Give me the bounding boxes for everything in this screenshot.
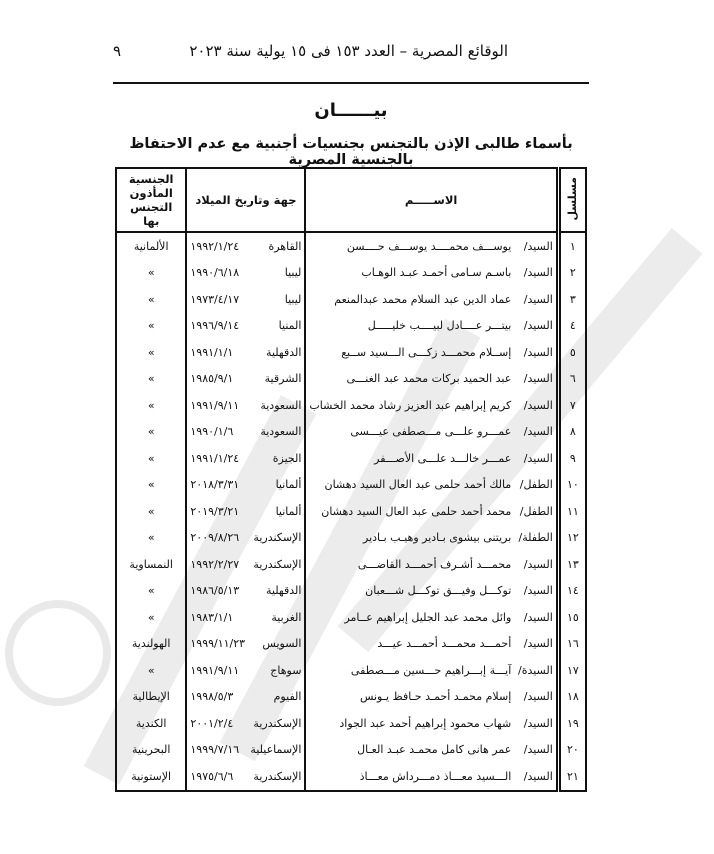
serial: ١٩ [558,710,586,737]
nationality: » [116,260,186,287]
nationality: » [116,498,186,525]
name-cell [305,551,558,578]
name-cell [305,604,558,631]
title-prefix: الطفلة/ [518,531,553,545]
birth-date: ١٩٩١/١/١ [190,345,234,359]
col-name: الاســـــم [305,168,558,232]
page-number: ٩ [113,42,122,60]
table-row [116,260,586,287]
birth-place: الغربية [271,610,302,624]
name-cell [305,578,558,605]
birth-place: السعودية [260,398,302,412]
table-row [116,445,586,472]
birth-cell [186,286,305,313]
nationality: البحرينية [116,737,186,764]
person-name: إسلام محمـد أحمـد حـافظ يـونس [359,690,512,704]
table-row [116,631,586,658]
birth-place: ألمانيا [275,478,302,492]
birth-place: ليبيا [284,292,302,306]
birth-date: ١٩٧٣/٤/١٧ [190,292,240,306]
birth-cell [186,763,305,791]
birth-cell [186,313,305,340]
name-cell [305,445,558,472]
table-row [116,525,586,552]
birth-date: ١٩٨٣/١/١ [190,610,234,624]
birth-date: ١٩٩٨/٥/٣ [190,690,234,704]
person-name: إســلام محمـــد زكـــى الـــسيد ســبع [341,345,512,359]
person-name: توكـــل وفيـــق توكـــل شـــعبان [365,584,512,598]
title-prefix: السيد/ [523,451,553,465]
table-row [116,419,586,446]
birth-cell [186,604,305,631]
name-cell [305,631,558,658]
birth-cell [186,525,305,552]
serial: ٢ [558,260,586,287]
serial: ٨ [558,419,586,446]
nationality: » [116,525,186,552]
birth-date: ٢٠١٩/٣/٢١ [190,504,240,518]
title-prefix: السيد/ [523,319,553,333]
person-name: آيـــة إبـــراهيم حـــسين مـــصطفى [350,663,512,677]
birth-cell [186,737,305,764]
birth-cell [186,551,305,578]
person-name: عمـــر خالـــد علـــى الأصـــفر [374,451,512,465]
table-row [116,684,586,711]
name-cell [305,366,558,393]
birth-date: ١٩٨٦/٥/١٣ [190,584,240,598]
document-subtitle: بأسماء طالبى الإذن بالتجنس بجنسيات أجنبية مع عدم الاحتفاظ بالجنسية المصرية [129,136,573,168]
birth-cell [186,578,305,605]
name-cell [305,498,558,525]
nationality: » [116,419,186,446]
birth-date: ١٩٩٠/١/٦ [190,425,234,439]
nationality: » [116,445,186,472]
name-cell [305,472,558,499]
name-cell [305,232,558,260]
person-name: عماد الدين عبد السلام محمد عبدالمنعم [334,292,512,306]
birth-date: ١٩٩٠/٦/١٨ [190,266,240,280]
serial: ٧ [558,392,586,419]
nationality: » [116,366,186,393]
title-prefix: الطفل/ [519,478,553,492]
person-name: عمـــرو علـــى مـــصطفى عيـــسى [350,425,512,439]
birth-date: ١٩٩٢/٢/٢٧ [190,557,240,571]
title-prefix: السيد/ [523,398,553,412]
birth-cell [186,710,305,737]
table-row [116,657,586,684]
title-prefix: السيد/ [523,425,553,439]
birth-cell [186,657,305,684]
header-rule [113,82,589,84]
birth-date: ١٩٧٥/٦/٦ [190,769,234,783]
birth-date: ١٩٩٩/٧/١٦ [190,743,240,757]
person-name: بيتـــر عــــادل لبيــــب خليـــــل [367,319,512,333]
serial: ١٣ [558,551,586,578]
table-row [116,578,586,605]
birth-cell [186,260,305,287]
birth-date: ٢٠٠١/٢/٤ [190,716,234,730]
birth-place: ألمانيا [275,504,302,518]
serial: ٢٠ [558,737,586,764]
table-row [116,366,586,393]
table-row [116,392,586,419]
nationality: الإيطالية [116,684,186,711]
birth-place: الجيزة [272,451,302,465]
birth-date: ١٩٩٩/١١/٢٣ [190,637,246,651]
person-name: مالك أحمد حلمى عبد العال السيد دهشان [324,478,512,492]
nationality: » [116,578,186,605]
birth-place: سوهاج [270,663,302,677]
birth-date: ١٩٩١/١/٢٤ [190,451,240,465]
birth-place: الدقهلية [266,584,302,598]
serial: ١٤ [558,578,586,605]
nationality: الهولندية [116,631,186,658]
title-prefix: السيد/ [523,557,553,571]
serial: ١٢ [558,525,586,552]
birth-cell [186,419,305,446]
nationality: الألمانية [116,232,186,260]
birth-cell [186,392,305,419]
title-prefix: السيد/ [523,372,553,386]
name-cell [305,657,558,684]
birth-cell [186,472,305,499]
table-row [116,232,586,260]
birth-place: الشرقية [264,372,302,386]
birth-place: الإسكندرية [253,769,302,783]
nationality: » [116,339,186,366]
name-cell [305,684,558,711]
name-cell [305,763,558,791]
col-nationality: الجنسية المأذون التجنس بها [116,168,186,232]
name-cell [305,339,558,366]
table-row [116,313,586,340]
serial: ٤ [558,313,586,340]
nationality: الكندية [116,710,186,737]
person-name: الـــسيد معـــاذ دمـــرداش معـــاذ [359,769,512,783]
nationality: » [116,604,186,631]
birth-cell [186,339,305,366]
name-cell [305,260,558,287]
serial: ١٧ [558,657,586,684]
running-title: الوقائع المصرية – العدد ١٥٣ فى ١٥ يولية سنة ٢٠٢٣ [189,42,508,60]
table-row [116,498,586,525]
serial: ١١ [558,498,586,525]
title-prefix: السيد/ [523,769,553,783]
table-row [116,737,586,764]
person-name: عمر هانى كامل محمـد عبـد العـال [357,743,512,757]
nationality: النمساوية [116,551,186,578]
serial: ١ [558,232,586,260]
watermark-seal [5,600,111,706]
title-prefix: السيد/ [523,584,553,598]
birth-cell [186,684,305,711]
birth-date: ١٩٩١/٩/١١ [190,663,240,677]
table-row [116,710,586,737]
birth-date: ١٩٩١/٩/١١ [190,398,240,412]
applicants-table [115,167,587,792]
nationality: الإستونية [116,763,186,791]
serial: ٥ [558,339,586,366]
birth-cell [186,366,305,393]
title-prefix: السيد/ [523,637,553,651]
col-birth: جهة وتاريخ الميلاد [186,168,305,232]
nationality: » [116,392,186,419]
title-prefix: السيد/ [523,716,553,730]
birth-date: ٢٠٠٩/٨/٢٦ [190,531,240,545]
serial: ٩ [558,445,586,472]
birth-date: ١٩٩٢/١/٢٤ [190,239,240,253]
name-cell [305,419,558,446]
table-row [116,472,586,499]
birth-place: المنيا [278,319,302,333]
name-cell [305,710,558,737]
birth-date: ١٩٩٦/٩/١٤ [190,319,240,333]
birth-place: السعودية [260,425,302,439]
birth-date: ٢٠١٨/٣/٣١ [190,478,240,492]
person-name: كريم إبراهيم عبد العزيز رشاد محمد الخشاب [309,398,512,412]
title-prefix: السيد/ [523,690,553,704]
nationality: » [116,472,186,499]
person-name: باسـم سـامى أحمـد عبـد الوهـاب [361,266,512,280]
person-name: شهاب محمود إبراهيم أحمد عبد الجواد [339,716,512,730]
person-name: محمد أحمد حلمى عبد العال السيد دهشان [321,504,512,518]
title-prefix: الطفل/ [519,504,553,518]
birth-cell [186,445,305,472]
birth-place: السويس [262,637,302,651]
serial: ١٠ [558,472,586,499]
birth-place: الإسكندرية [253,557,302,571]
name-cell [305,392,558,419]
birth-place: الإسكندرية [253,716,302,730]
name-cell [305,286,558,313]
table-row [116,763,586,791]
birth-place: الفيوم [273,690,302,704]
person-name: محمـــد أشـرف أحمـــد القاضـــى [357,557,512,571]
nationality: » [116,286,186,313]
serial: ١٦ [558,631,586,658]
person-name: بريتنى بيشوى بـادير وهيـب بـادير [363,531,512,545]
person-name: يوســـف محمــــد يوســـف حــــسن [346,239,512,253]
birth-place: الإسماعيلية [250,743,302,757]
serial: ١٨ [558,684,586,711]
birth-place: الدقهلية [266,345,302,359]
title-prefix: السيد/ [523,239,553,253]
name-cell [305,313,558,340]
table-row [116,604,586,631]
col-serial: مسلسل [558,168,586,232]
nationality: » [116,313,186,340]
birth-place: القاهرة [268,239,302,253]
title-prefix: السيد/ [523,345,553,359]
serial: ٢١ [558,763,586,791]
table-row [116,551,586,578]
running-header [113,42,588,64]
title-prefix: السيدة/ [517,663,553,677]
birth-date: ١٩٨٥/٩/١ [190,372,234,386]
serial: ٣ [558,286,586,313]
serial: ٦ [558,366,586,393]
birth-cell [186,631,305,658]
person-name: عبد الحميد بركات محمد عبد الغنـــى [346,372,512,386]
name-cell [305,737,558,764]
birth-place: الإسكندرية [253,531,302,545]
birth-place: ليبيا [284,266,302,280]
name-cell [305,525,558,552]
birth-cell [186,498,305,525]
document-title: بيــــــان [314,100,388,121]
person-name: وائل محمد عبد الجليل إبراهيم عــامر [344,610,512,624]
person-name: أحمـــد محمـــد أحمـــد عيـــد [377,637,512,651]
title-prefix: السيد/ [523,610,553,624]
table-row [116,286,586,313]
nationality: » [116,657,186,684]
serial: ١٥ [558,604,586,631]
table-row [116,339,586,366]
title-prefix: السيد/ [523,266,553,280]
title-prefix: السيد/ [523,743,553,757]
title-prefix: السيد/ [523,292,553,306]
birth-cell [186,232,305,260]
